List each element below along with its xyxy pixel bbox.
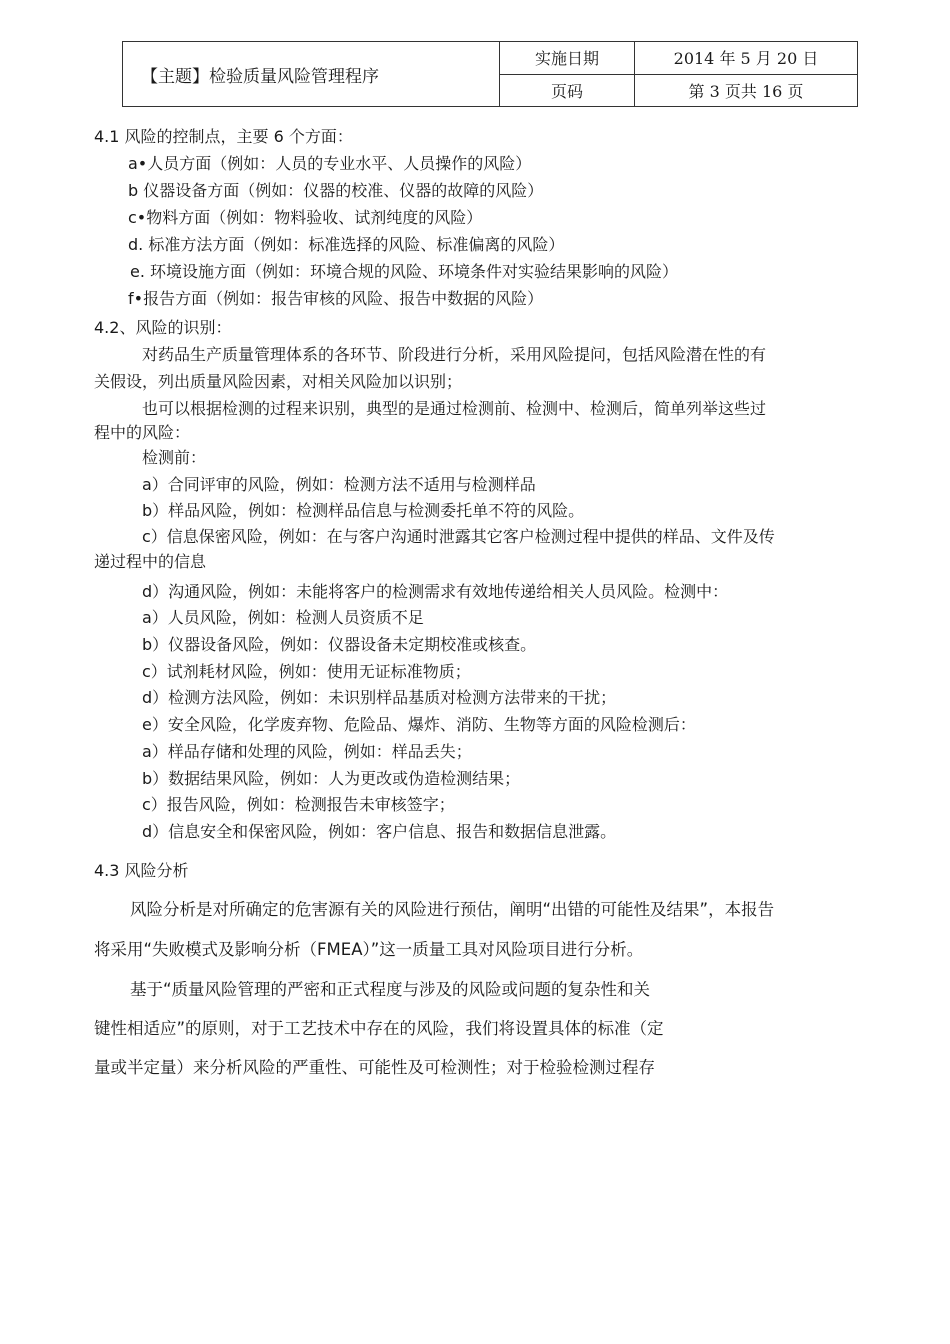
list-item: a）样品存储和处理的风险，例如：样品丢失； xyxy=(142,742,472,761)
paragraph-line: 程中的风险： xyxy=(94,423,191,442)
list-item: d. 标准方法方面（例如：标准选择的风险、标准偏离的风险） xyxy=(128,235,565,254)
list-item: d）检测方法风险，例如：未识别样品基质对检测方法带来的干扰； xyxy=(142,688,617,707)
list-item: b）样品风险，例如：检测样品信息与检测委托单不符的风险。 xyxy=(142,501,585,520)
list-item: e）安全风险，化学废弃物、危险品、爆炸、消防、生物等方面的风险检测后： xyxy=(142,715,696,734)
list-item: a）合同评审的风险，例如：检测方法不适用与检测样品 xyxy=(142,475,536,494)
paragraph-line: 键性相适应”的原则，对于工艺技术中存在的风险，我们将设置具体的标准（定 xyxy=(94,1019,664,1038)
list-item: a）人员风险，例如：检测人员资质不足 xyxy=(142,608,424,627)
document-title: 【主题】检验质量风险管理程序 xyxy=(123,42,500,107)
list-item-continuation: 递过程中的信息 xyxy=(94,552,207,571)
list-item: b）仪器设备风险，例如：仪器设备未定期校准或核查。 xyxy=(142,635,537,654)
page-value: 第 3 页共 16 页 xyxy=(635,74,858,107)
list-item: c•物料方面（例如：物料验收、试剂纯度的风险） xyxy=(128,208,483,227)
list-item: d）信息安全和保密风险，例如：客户信息、报告和数据信息泄露。 xyxy=(142,822,617,841)
list-item: c）报告风险，例如：检测报告未审核签字； xyxy=(142,795,455,814)
list-item: b）数据结果风险，例如：人为更改或伪造检测结果； xyxy=(142,769,521,788)
list-item: c）试剂耗材风险，例如：使用无证标准物质； xyxy=(142,662,471,681)
paragraph-line: 基于“质量风险管理的严密和正式程度与涉及的风险或问题的复杂性和关 xyxy=(130,980,651,999)
document-header-table xyxy=(122,41,858,107)
list-item: a•人员方面（例如：人员的专业水平、人员操作的风险） xyxy=(128,154,532,173)
list-item: f•报告方面（例如：报告审核的风险、报告中数据的风险） xyxy=(128,289,544,308)
list-item: d）沟通风险，例如：未能将客户的检测需求有效地传递给相关人员风险。检测中： xyxy=(142,582,729,601)
section-heading: 4.3 风险分析 xyxy=(94,861,189,880)
paragraph-line: 关假设，列出质量风险因素，对相关风险加以识别； xyxy=(94,372,463,391)
date-value: 2014 年 5 月 20 日 xyxy=(635,42,858,75)
list-item: b 仪器设备方面（例如：仪器的校准、仪器的故障的风险） xyxy=(128,181,544,200)
paragraph-line: 量或半定量）来分析风险的严重性、可能性及可检测性；对于检验检测过程存 xyxy=(94,1058,655,1077)
date-label: 实施日期 xyxy=(500,42,635,75)
paragraph-line: 也可以根据检测的过程来识别，典型的是通过检测前、检测中、检测后，简单列举这些过 xyxy=(142,399,767,418)
list-item: c）信息保密风险，例如：在与客户沟通时泄露其它客户检测过程中提供的样品、文件及传 xyxy=(142,527,775,546)
section-heading: 4.2、风险的识别： xyxy=(94,318,232,337)
paragraph-line: 将采用“失败模式及影响分析（FMEA）”这一质量工具对风险项目进行分析。 xyxy=(94,940,644,959)
paragraph-line: 对药品生产质量管理体系的各环节、阶段进行分析，采用风险提问，包括风险潜在性的有 xyxy=(142,345,767,364)
subheading: 检测前： xyxy=(142,448,207,467)
page-label: 页码 xyxy=(500,74,635,107)
paragraph-line: 风险分析是对所确定的危害源有关的风险进行预估，阐明“出错的可能性及结果”，本报告 xyxy=(130,900,775,919)
section-heading: 4.1 风险的控制点，主要 6 个方面： xyxy=(94,127,353,146)
list-item: e. 环境设施方面（例如：环境合规的风险、环境条件对实验结果影响的风险） xyxy=(130,262,679,281)
